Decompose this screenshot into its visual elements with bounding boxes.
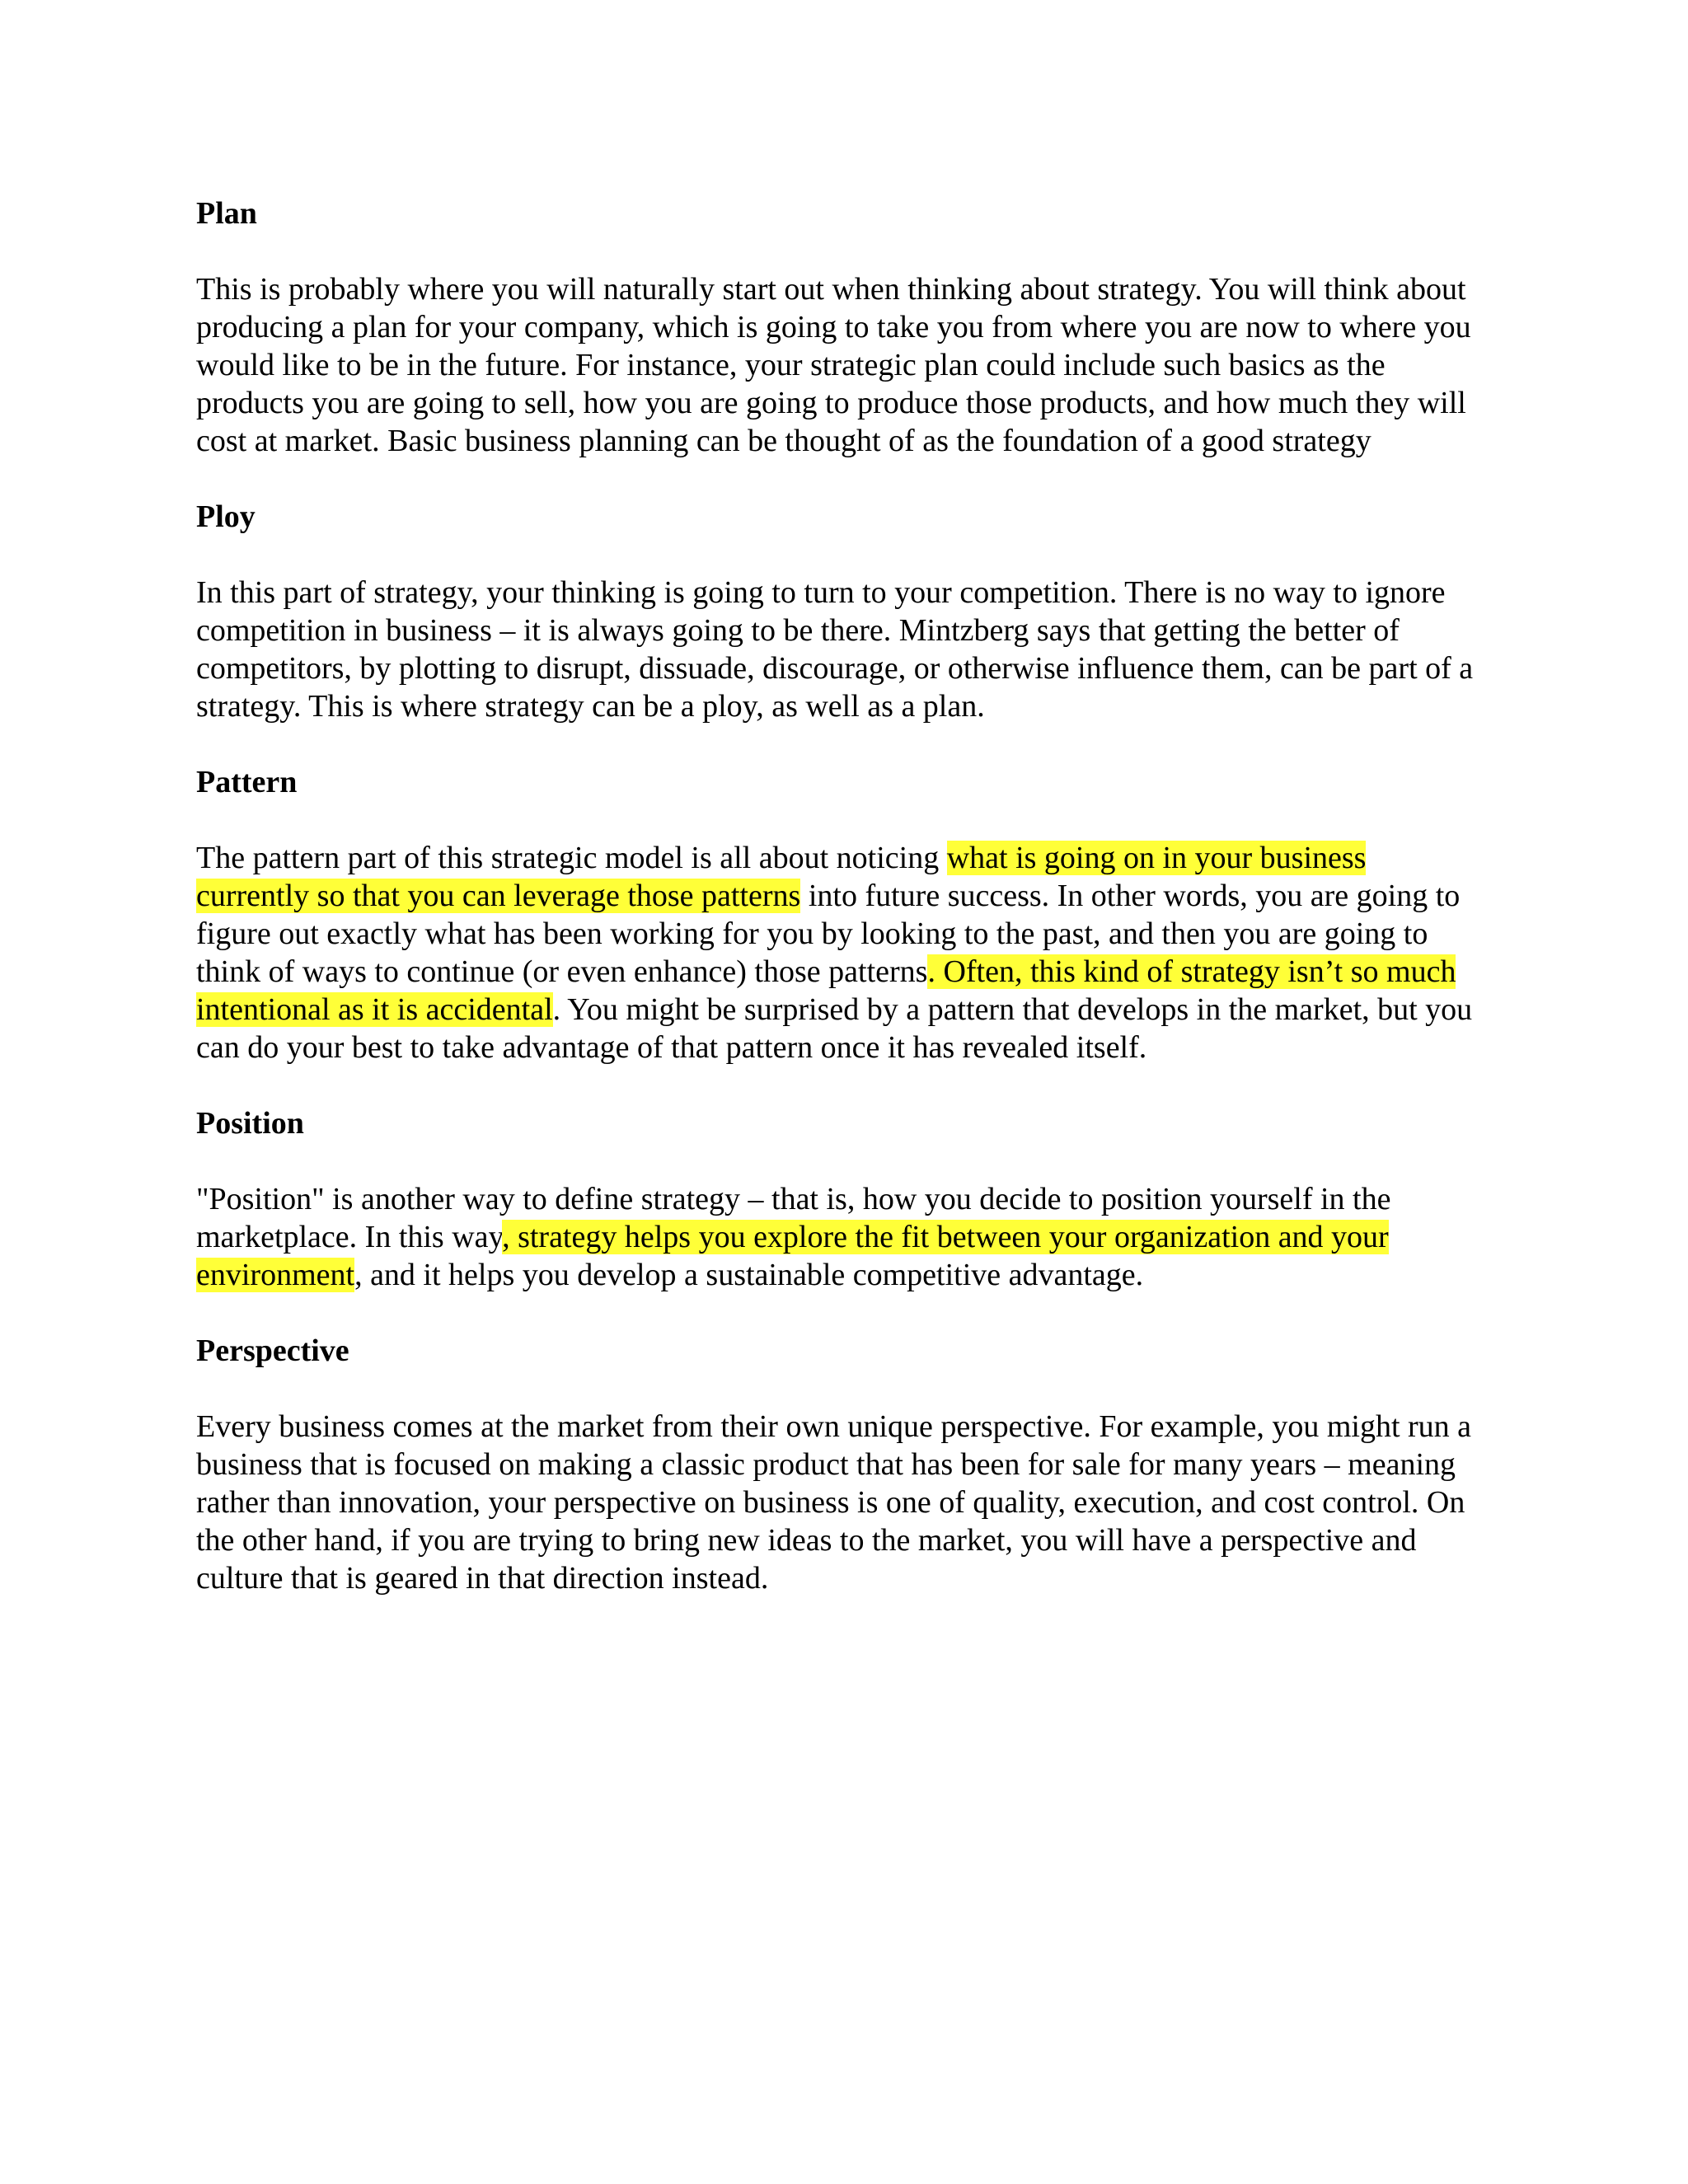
section-position [196,1104,1482,1294]
section-heading: Plan [196,196,257,231]
text-run: "Position" is another way to define strategy – that is, how you decide to position yourself in the marketplace. In this way [196,1182,1391,1254]
section-perspective [196,1332,1482,1597]
section-paragraph [196,839,1482,1066]
section-heading: Perspective [196,1333,349,1368]
highlighted-text-run: . Often, this kind of strategy isn’t so much intentional as it is accidental [196,954,1456,1027]
highlighted-text-run: , strategy helps you explore the fit between your organization and your environment [196,1220,1389,1292]
document-body [196,194,1482,1635]
section-heading: Pattern [196,765,298,799]
section-ploy [196,498,1482,725]
section-heading: Position [196,1106,304,1141]
text-run: In this part of strategy, your thinking is going to turn to your competition. There is no way to ignore competition in business – it is always going to be there. Mintzberg says that getting the better of competitors, by plotting to disrupt, dissuade, discourage, or otherwise influence them, can be part of a strategy. This is where strategy can be a ploy, as well as a plan. [196,575,1474,724]
section-paragraph [196,1408,1482,1597]
text-run: The pattern part of this strategic model is all about noticing [196,841,947,875]
highlighted-text-run: what is going on in your business currently so that you can leverage those patterns [196,841,1367,913]
text-run: into future success. In other words, you are going to figure out exactly what has been working for you by looking to the past, and then you are going to think of ways to continue (or even enhance) those patterns [196,879,1461,989]
section-heading: Ploy [196,499,256,534]
section-paragraph [196,1180,1482,1294]
text-run: , and it helps you develop a sustainable competitive advantage. [354,1258,1144,1292]
text-run: Every business comes at the market from their own unique perspective. For example, you might run a business that is focused on making a classic product that has been for sale for many years – meaning rather than innovation, your perspective on business is one of quality, execution, and cost control. On the other hand, if you are trying to bring new ideas to the market, you will have a perspective and culture that is geared in that direction instead. [196,1409,1472,1596]
section-pattern [196,763,1482,1066]
section-plan [196,194,1482,460]
section-paragraph [196,574,1482,725]
text-run: . You might be surprised by a pattern that develops in the market, but you can do your best to take advantage of that pattern once it has revealed itself. [196,992,1473,1065]
text-run: This is probably where you will naturally start out when thinking about strategy. You will think about producing a plan for your company, which is going to take you from where you are now to where you would like to be in the future. For instance, your strategic plan could include such basics as the products you are going to sell, how you are going to produce those products, and how much they will cost at market. Basic business planning can be thought of as the foundation of a good strategy [196,272,1471,458]
section-paragraph [196,270,1482,460]
